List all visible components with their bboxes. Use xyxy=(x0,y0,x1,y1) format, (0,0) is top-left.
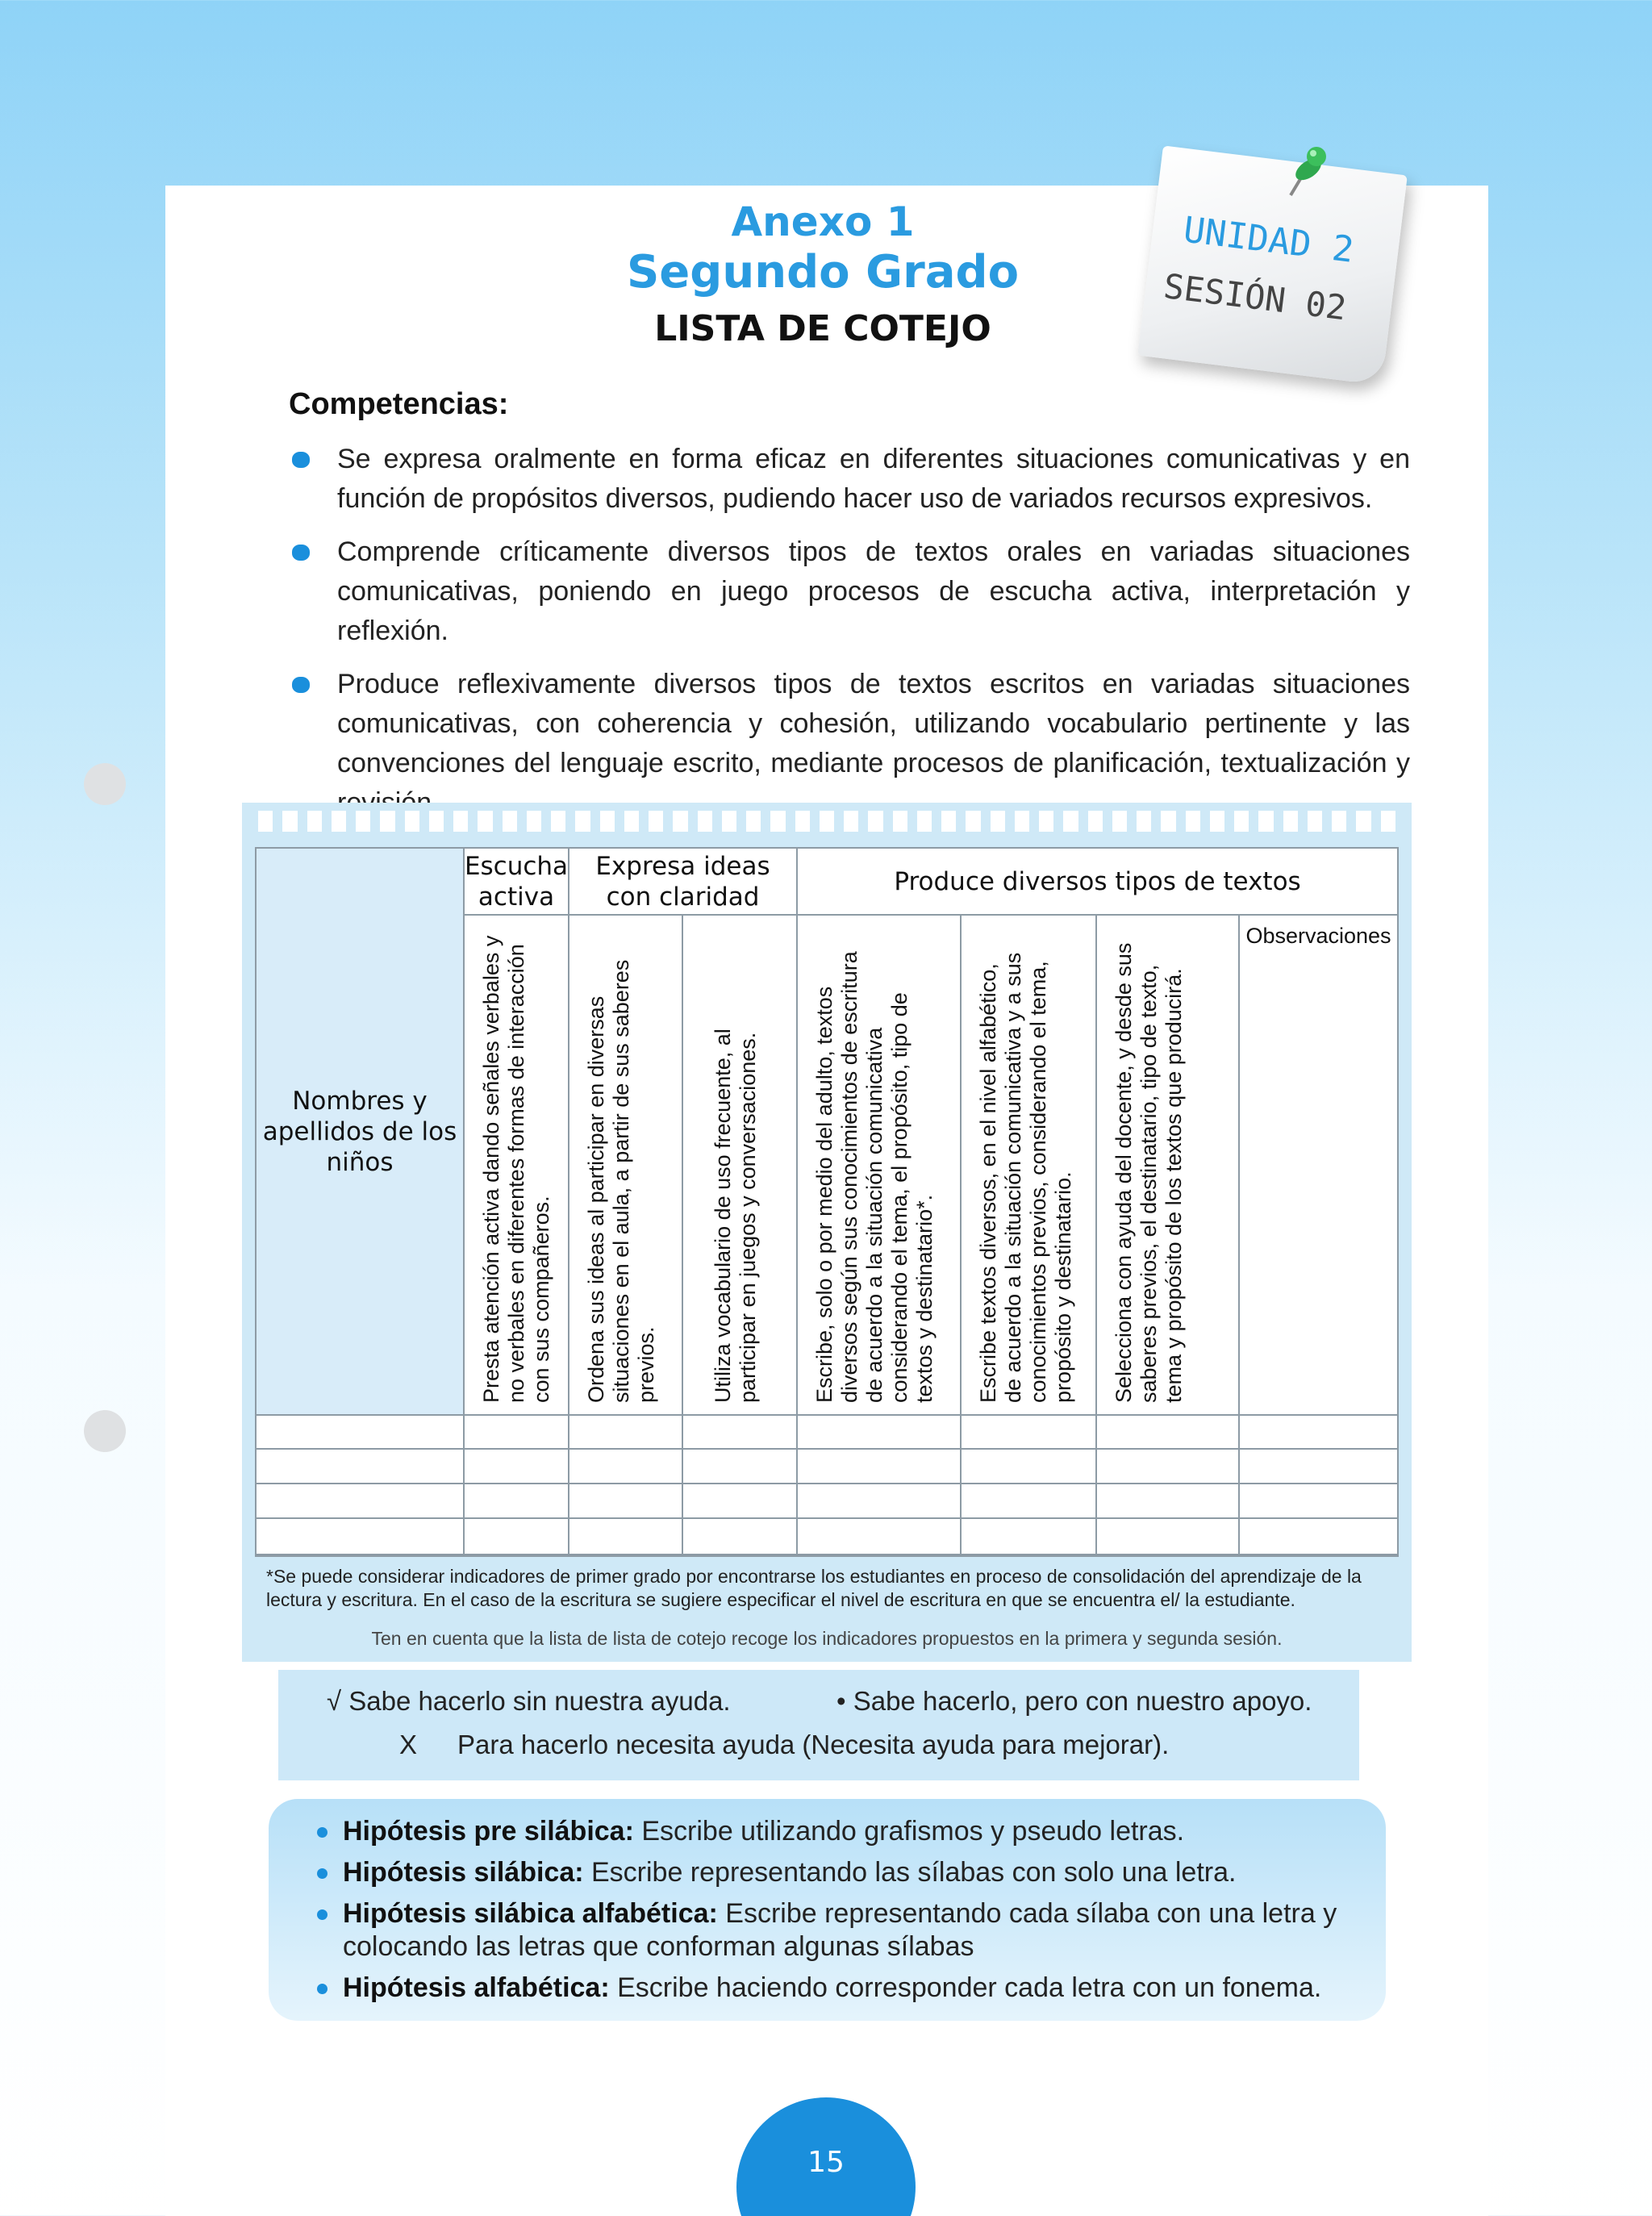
mark-cell[interactable] xyxy=(1097,1450,1240,1484)
mark-cell[interactable] xyxy=(465,1519,569,1555)
session-label: SESIÓN 02 xyxy=(1161,265,1349,328)
bullet-icon xyxy=(317,1909,327,1920)
legend-check: √ Sabe hacerlo sin nuestra ayuda. xyxy=(327,1686,731,1716)
mark-cell[interactable] xyxy=(465,1416,569,1450)
mark-cell[interactable] xyxy=(569,1450,683,1484)
group-header-produce: Produce diversos tipos de textos xyxy=(798,849,1399,916)
hypothesis-term: Hipótesis silábica alfabética: xyxy=(343,1898,718,1929)
competencias-list xyxy=(289,440,1410,837)
grade-title: Segundo Grado xyxy=(626,246,1020,298)
mark-cell[interactable] xyxy=(465,1484,569,1519)
legend-x-mark: X xyxy=(399,1730,418,1759)
list-item xyxy=(293,1972,1366,2005)
indicator-text: Presta atención activa dando señales verbales y no verbales en diferentes formas de interacción con sus compañeros. xyxy=(479,935,553,1403)
list-item xyxy=(293,1897,1366,1964)
mark-cell[interactable] xyxy=(683,1416,798,1450)
indicator-text: Selecciona con ayuda del docente, y desde sus saberes previos, el destinatario, tipo de texto, tema y propósito de los textos que producirá. xyxy=(1112,942,1186,1403)
unit-label: UNIDAD 2 xyxy=(1181,209,1357,271)
observation-cell[interactable] xyxy=(1240,1450,1399,1484)
mark-cell[interactable] xyxy=(962,1416,1097,1450)
mark-cell[interactable] xyxy=(683,1450,798,1484)
binder-hole xyxy=(84,1410,126,1452)
legend-dot: • Sabe hacerlo, pero con nuestro apoyo. xyxy=(836,1686,1312,1716)
indicator-text: Utiliza vocabulario de uso frecuente, al participar en juegos y conversaciones. xyxy=(711,1029,760,1403)
hypothesis-term: Hipótesis silábica: xyxy=(343,1857,584,1888)
competencias-heading: Competencias: xyxy=(289,387,509,421)
indicator-cell xyxy=(569,916,683,1416)
name-input-cell[interactable] xyxy=(257,1519,465,1555)
checklist-table xyxy=(255,847,1399,1557)
hypothesis-text: Escribe haciendo corresponder cada letra con un fonema. xyxy=(609,1972,1322,2003)
pushpin-icon xyxy=(1283,145,1331,202)
observation-cell[interactable] xyxy=(1240,1416,1399,1450)
hypothesis-term: Hipótesis alfabética: xyxy=(343,1972,610,2003)
annex-title: Anexo 1 xyxy=(731,198,915,245)
title-block xyxy=(516,198,1129,354)
mark-cell[interactable] xyxy=(962,1484,1097,1519)
bullet-icon xyxy=(292,677,310,693)
legend-box xyxy=(278,1670,1359,1780)
legend-x-text: Para hacerlo necesita ayuda (Necesita ayuda para mejorar). xyxy=(457,1730,1170,1759)
mark-cell[interactable] xyxy=(798,1450,962,1484)
bullet-icon xyxy=(317,1984,327,1994)
page-number: 15 xyxy=(807,2146,845,2179)
bullet-icon xyxy=(292,452,310,468)
hypotheses-box xyxy=(269,1799,1386,2021)
mark-cell[interactable] xyxy=(569,1416,683,1450)
mark-cell[interactable] xyxy=(683,1519,798,1555)
mark-cell[interactable] xyxy=(1097,1416,1240,1450)
indicator-cell xyxy=(465,916,569,1416)
bullet-icon xyxy=(292,545,310,561)
list-item: Se expresa oralmente en forma eficaz en diferentes situaciones comunicativas y en función de propósitos diversos, pudiendo hacer uso de variados recursos expresivos. xyxy=(289,440,1410,519)
bullet-icon xyxy=(317,1868,327,1879)
name-input-cell[interactable] xyxy=(257,1416,465,1450)
list-item: Produce reflexivamente diversos tipos de textos escritos en variadas situaciones comunicativas, con coherencia y cohesión, utilizando vocabulario pertinente y las convenciones del lenguaje escrito, mediante procesos de planificación, textualización y xyxy=(289,665,1410,823)
mark-cell[interactable] xyxy=(962,1519,1097,1555)
checklist-title: LISTA DE COTEJO xyxy=(654,308,991,349)
mark-cell[interactable] xyxy=(569,1519,683,1555)
mark-cell[interactable] xyxy=(1097,1519,1240,1555)
name-input-cell[interactable] xyxy=(257,1484,465,1519)
name-input-cell[interactable] xyxy=(257,1450,465,1484)
list-item: Comprende críticamente diversos tipos de textos orales en variadas situaciones comunicativas, poniendo en juego procesos de escucha activa, interpretación y reflexión. xyxy=(289,532,1410,651)
panel-note: Ten en cuenta que la lista de lista de cotejo recoge los indicadores propuestos en la primera y segunda sesión. xyxy=(371,1628,1283,1649)
observaciones-header: Observaciones xyxy=(1240,916,1399,1416)
binder-hole xyxy=(84,763,126,805)
indicator-cell xyxy=(798,916,962,1416)
table-footnote: *Se puede considerar indicadores de primer grado por encontrarse los estudiantes en proceso de consolidación del aprendizaje de la lectura y escritura. En el caso de la escritura se sugiere especificar el nivel de escritura en que se encuentra el/ la estudiante. xyxy=(266,1566,1362,1610)
hypothesis-text: Escribe representando las sílabas con solo una letra. xyxy=(583,1857,1237,1888)
group-header-escucha: Escucha activa xyxy=(465,849,569,916)
list-item xyxy=(293,1815,1366,1848)
indicator-text: Escribe textos diversos, en el nivel alfabético, de acuerdo a la situación comunicativa y a sus conocimientos previos, considerando el tema, propósito y destinatario. xyxy=(976,952,1075,1403)
observation-cell[interactable] xyxy=(1240,1519,1399,1555)
unit-sticky-note xyxy=(1137,145,1408,385)
indicator-cell xyxy=(962,916,1097,1416)
hypothesis-term: Hipótesis pre silábica: xyxy=(343,1816,634,1847)
indicator-text: Escribe, solo o por medio del adulto, textos diversos según sus conocimientos de escritura de acuerdo a la situación comunicativa considerando el tema, el propósito, tipo de textos y destinatario*. xyxy=(812,951,937,1403)
indicator-text: Ordena sus ideas al participar en diversas situaciones en el aula, a partir de sus saberes previos. xyxy=(584,959,658,1403)
hypothesis-text: Escribe representando cada sílaba con una letra y colocando las letras que conforman algunas sílabas xyxy=(343,1898,1337,1962)
indicator-cell xyxy=(683,916,798,1416)
mark-cell[interactable] xyxy=(1097,1484,1240,1519)
mark-cell[interactable] xyxy=(962,1450,1097,1484)
mark-cell[interactable] xyxy=(569,1484,683,1519)
mark-cell[interactable] xyxy=(465,1450,569,1484)
mark-cell[interactable] xyxy=(798,1519,962,1555)
panel-dash-strip xyxy=(258,811,1395,832)
hypothesis-text: Escribe utilizando grafismos y pseudo letras. xyxy=(633,1816,1185,1847)
indicator-cell xyxy=(1097,916,1240,1416)
group-header-expresa: Expresa ideas con claridad xyxy=(569,849,798,916)
list-item xyxy=(293,1856,1366,1889)
bullet-icon xyxy=(317,1827,327,1838)
names-header: Nombres y apellidos de los niños xyxy=(257,849,465,1416)
mark-cell[interactable] xyxy=(798,1484,962,1519)
mark-cell[interactable] xyxy=(683,1484,798,1519)
observation-cell[interactable] xyxy=(1240,1484,1399,1519)
mark-cell[interactable] xyxy=(798,1416,962,1450)
